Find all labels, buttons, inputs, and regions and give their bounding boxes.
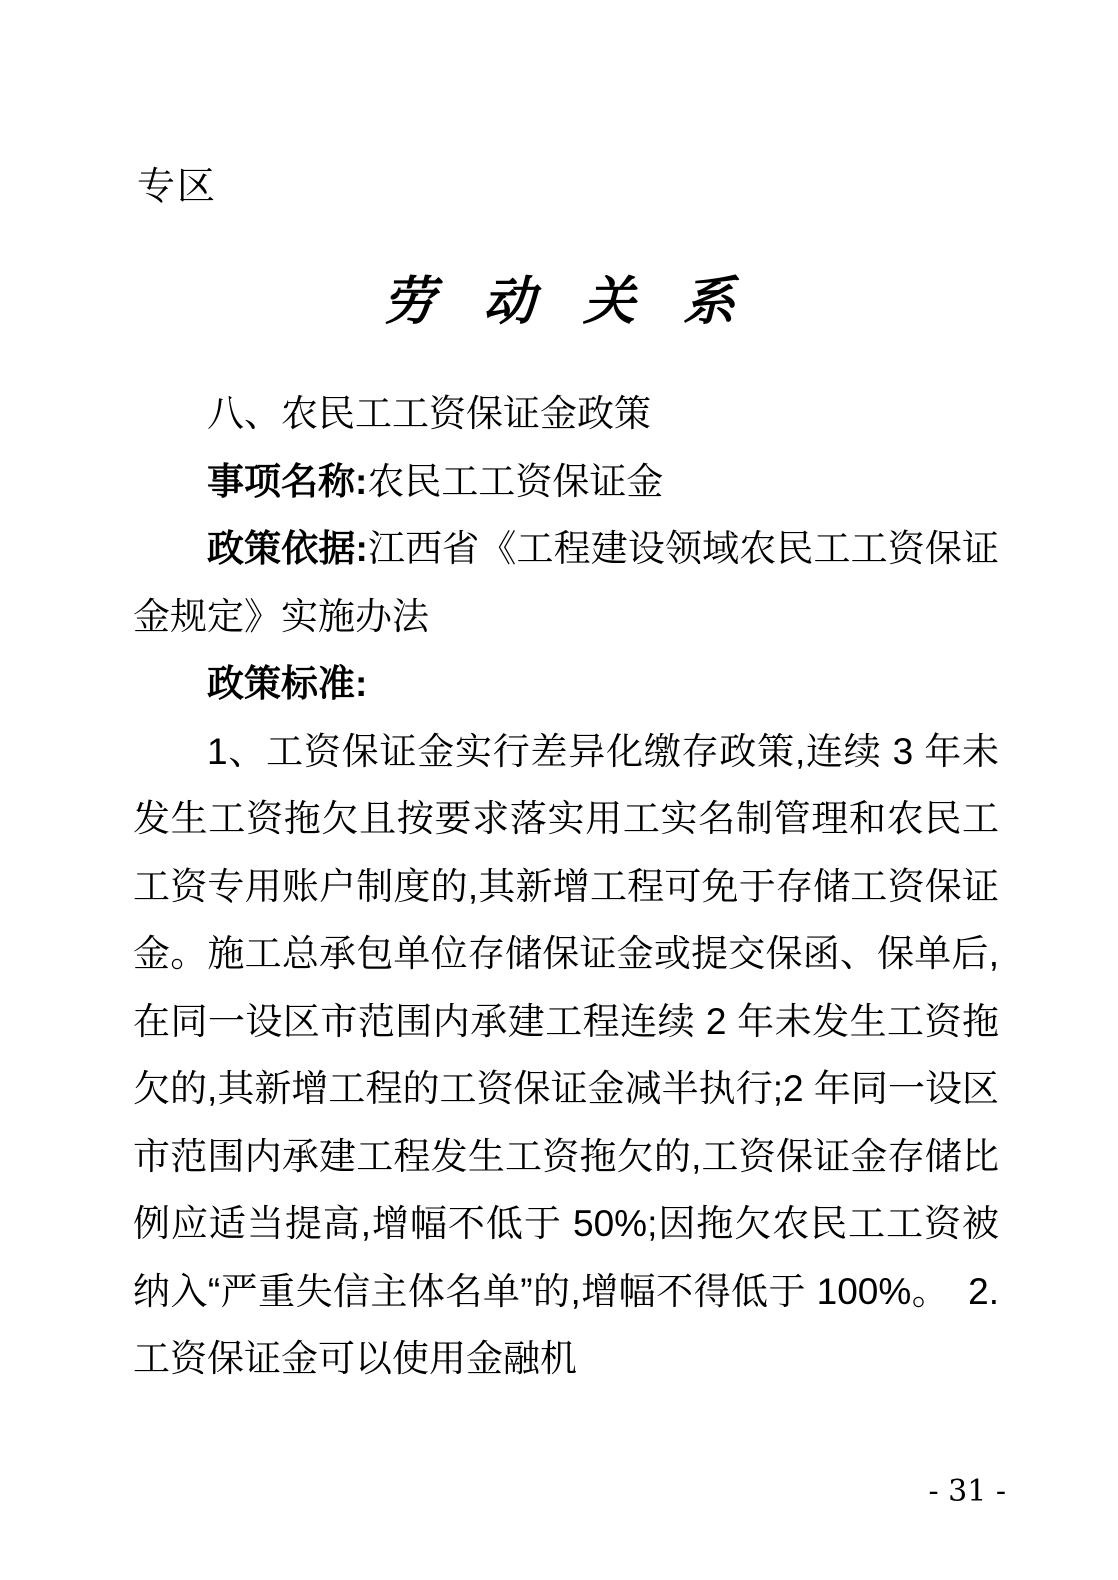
policy-paragraph: 1、工资保证金实行差异化缴存政策,连续 3 年未发生工资拖欠且按要求落实用工实名制管理和农民工工资专用账户制度的,其新增工程可免于存储工资保证金。施工总承包单位存储保证金或提交保函、保单后,在同一设区市范围内承建工程连续 2 年未发生工资拖欠的,其新增工程的工资保证金减半执行;2 年同一设区市范围内承建工程发生工资拖欠的,工资保证金存储比例应适当提高,增幅不低于 50%;因拖欠农民工工资被纳入“严重失信主体名单”的,增幅不得低于 100%。 2.工资保证金可以使用金融机: [133, 730, 999, 1379]
item-name-label: 事项名称:: [207, 460, 368, 502]
document-body: [133, 380, 999, 1393]
corner-label: 专区: [137, 166, 218, 208]
item-name-line: [133, 448, 999, 516]
page-number: - 31 -: [928, 1474, 1006, 1509]
policy-standard-line: [133, 650, 999, 718]
policy-basis-line: [133, 515, 999, 650]
item-name-value: 农民工工资保证金: [367, 460, 664, 502]
section-heading: 八、农民工工资保证金政策: [207, 393, 651, 434]
calligraphy-title: 劳动关系: [382, 271, 783, 332]
policy-standard-label: 政策标准:: [207, 663, 368, 704]
policy-basis-value: 江西省《工程建设领域农民工工资保证金规定》实施办法: [133, 528, 1000, 637]
policy-basis-label: 政策依据:: [207, 528, 368, 569]
